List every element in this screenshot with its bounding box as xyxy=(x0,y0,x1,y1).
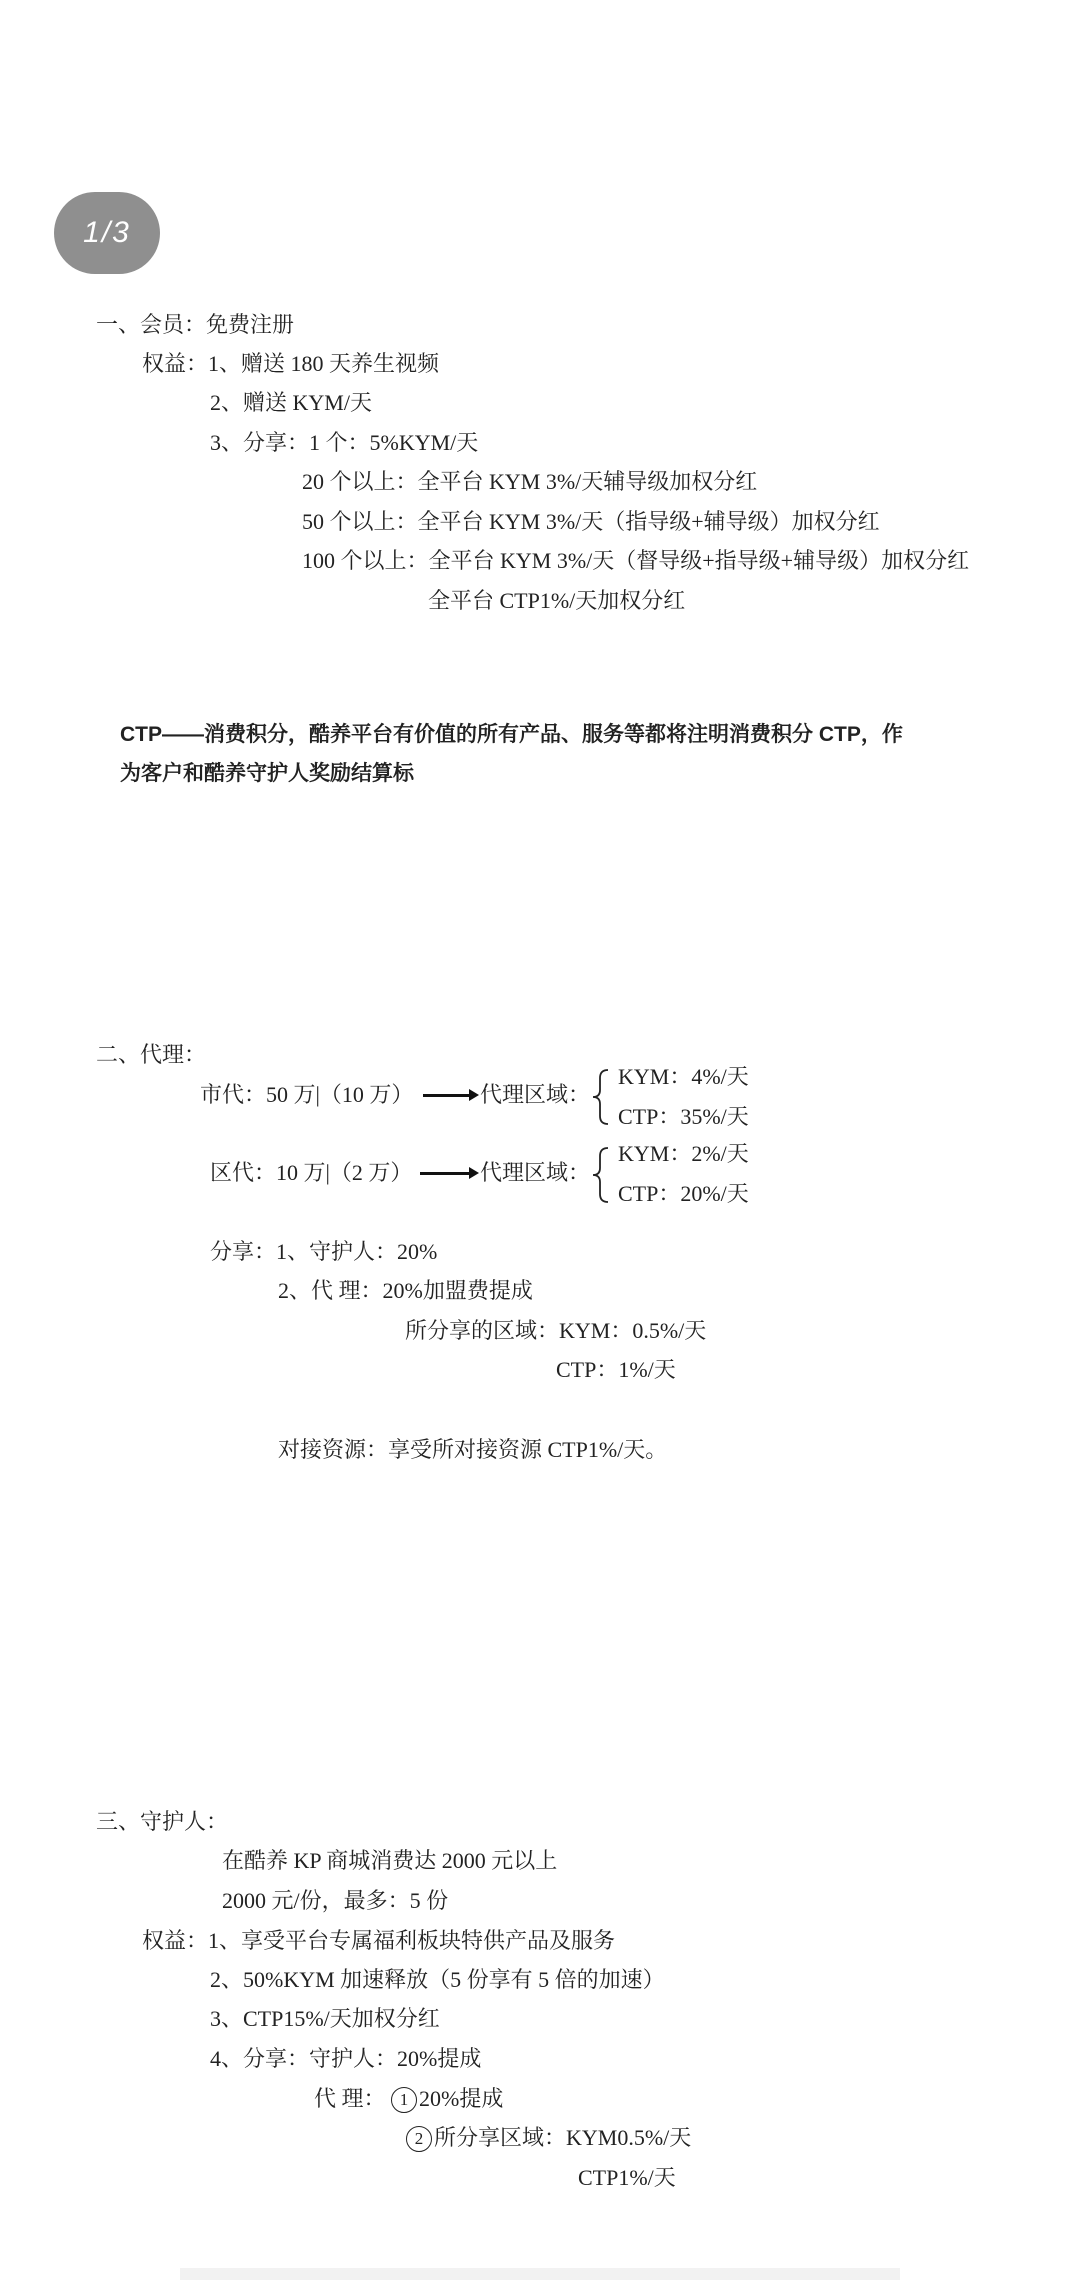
section2-share-2: 2、代 理：20%加盟费提成 xyxy=(278,1278,533,1303)
city-agent-kym: KYM：4%/天 xyxy=(618,1064,749,1089)
section1-benefit-1: 权益：1、赠送 180 天养生视频 xyxy=(142,351,440,376)
section2-share-1: 分享：1、守护人：20% xyxy=(210,1239,438,1264)
section3-agent-label: 代 理： xyxy=(314,2086,386,2111)
circled-number-1: 1 xyxy=(391,2087,417,2113)
section3-agent-item-3: CTP1%/天 xyxy=(578,2165,676,2190)
section1-benefit-3: 3、分享：1 个：5%KYM/天 xyxy=(210,430,479,455)
section3-agent-item-2: 所分享区域：KYM0.5%/天 xyxy=(434,2125,692,2150)
section3-benefit-3: 3、CTP15%/天加权分红 xyxy=(210,2006,440,2031)
district-brace-icon xyxy=(590,1144,616,1206)
district-arrow-icon xyxy=(420,1172,475,1175)
section2-share-area-ctp: CTP：1%/天 xyxy=(556,1357,676,1382)
circled-number-2: 2 xyxy=(406,2126,432,2152)
section1-tier-20: 20 个以上：全平台 KYM 3%/天辅导级加权分红 xyxy=(302,469,758,494)
section3-condition-1: 在酷养 KP 商城消费达 2000 元以上 xyxy=(222,1848,558,1873)
section3-benefit-2: 2、50%KYM 加速释放（5 份享有 5 倍的加速） xyxy=(210,1967,665,1992)
section3-agent-item-1: 20%提成 xyxy=(419,2086,504,2111)
bottom-toolbar-edge xyxy=(180,2268,900,2280)
city-agent-region: 代理区域： xyxy=(480,1082,591,1107)
section3-benefit-4: 4、分享：守护人：20%提成 xyxy=(210,2046,482,2071)
ctp-note-line1: CTP——消费积分，酷养平台有价值的所有产品、服务等都将注明消费积分 CTP，作 xyxy=(120,723,903,746)
section3-agent-row-2 xyxy=(406,2123,691,2153)
city-agent-label: 市代：50 万|（10 万） xyxy=(200,1082,414,1107)
section1-tier-100: 100 个以上：全平台 KYM 3%/天（督导级+指导级+辅导级）加权分红 xyxy=(302,548,970,573)
district-agent-kym: KYM：2%/天 xyxy=(618,1141,749,1166)
district-agent-region: 代理区域： xyxy=(480,1160,591,1185)
section2-resource: 对接资源：享受所对接资源 CTP1%/天。 xyxy=(278,1437,668,1462)
city-agent-ctp: CTP：35%/天 xyxy=(618,1104,749,1129)
section2-share-area: 所分享的区域：KYM：0.5%/天 xyxy=(405,1318,707,1343)
city-brace-icon xyxy=(590,1066,616,1128)
section3-benefit-1: 权益：1、享受平台专属福利板块特供产品及服务 xyxy=(142,1928,616,1953)
page-indicator-badge: 1/3 xyxy=(54,192,160,274)
ctp-note-line2: 为客户和酷养守护人奖励结算标 xyxy=(120,762,414,785)
section1-tier-50: 50 个以上：全平台 KYM 3%/天（指导级+辅导级）加权分红 xyxy=(302,509,880,534)
section1-benefit-2: 2、赠送 KYM/天 xyxy=(210,390,372,415)
section3-condition-2: 2000 元/份，最多：5 份 xyxy=(222,1888,449,1913)
district-agent-ctp: CTP：20%/天 xyxy=(618,1181,749,1206)
district-agent-label: 区代：10 万|（2 万） xyxy=(210,1160,413,1185)
section3-agent-row xyxy=(314,2084,503,2114)
section1-heading: 一、会员：免费注册 xyxy=(96,312,295,337)
section3-heading: 三、守护人： xyxy=(96,1809,229,1834)
section1-tier-100-ctp: 全平台 CTP1%/天加权分红 xyxy=(428,588,686,613)
city-arrow-icon xyxy=(423,1094,475,1097)
section2-heading: 二、代理： xyxy=(96,1042,207,1067)
